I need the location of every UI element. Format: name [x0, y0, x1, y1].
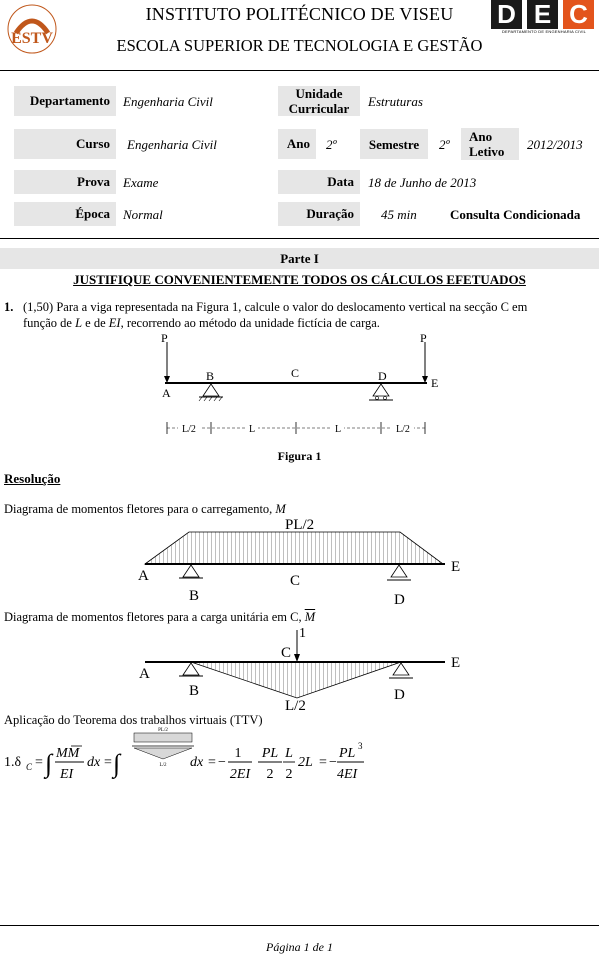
- semestre-value: 2º: [439, 137, 450, 152]
- frac4-num: L: [285, 746, 293, 761]
- unidade-label: Unidade Curricular: [278, 86, 360, 116]
- ttv-caption: Aplicação do Teorema dos trabalhos virtuais (TTV): [4, 713, 263, 727]
- moment-diagram-m-bar: [135, 620, 475, 715]
- frac2-den: 2EI: [229, 767, 251, 782]
- epoca-label: Época: [14, 202, 116, 226]
- frac4-den: 2: [285, 767, 293, 782]
- curso-label: Curso: [14, 129, 116, 159]
- label-a: A: [162, 386, 171, 400]
- diag2-label-a: A: [139, 666, 150, 682]
- data-value: 18 de Junho de 2013: [368, 175, 477, 190]
- ano-letivo-label: Ano Letivo: [461, 128, 519, 160]
- question-number: 1.: [4, 300, 14, 314]
- header-rule: [0, 70, 599, 71]
- formula-lhs: 1.δ: [4, 755, 22, 770]
- svg-text:ESTV: ESTV: [11, 30, 53, 47]
- diag2-value: L/2: [285, 698, 306, 714]
- moment-diagram-m: [135, 514, 475, 609]
- res-exp: 3: [358, 741, 363, 751]
- ttv-formula: [2, 726, 382, 786]
- semestre-label: Semestre: [360, 129, 428, 159]
- mini-bot-label: L/2: [159, 763, 167, 768]
- dim-3: L: [334, 424, 342, 435]
- diag1-value: PL/2: [285, 517, 315, 533]
- question-line2: função de L e de EI, recorrendo ao método da unidade fictícia de carga.: [23, 316, 380, 330]
- diag2-load: 1: [299, 626, 306, 641]
- frac3-num: PL: [261, 746, 279, 761]
- figure1-caption: Figura 1: [277, 449, 322, 463]
- diag1-label-e: E: [451, 559, 461, 575]
- frac3-den: 2: [266, 767, 274, 782]
- load-right-label: P: [420, 331, 427, 345]
- dec-letter-c: C: [563, 0, 594, 29]
- duracao-value: 45 min: [381, 207, 417, 222]
- dim-2: L: [248, 424, 256, 435]
- res-den: 4EI: [337, 767, 358, 782]
- prova-label: Prova: [14, 170, 116, 194]
- prova-value: Exame: [123, 175, 159, 190]
- consulta-text: Consulta Condicionada: [450, 207, 581, 222]
- dim-1: L/2: [182, 424, 196, 435]
- res-num: PL: [339, 746, 356, 761]
- frac2-num: 1: [234, 746, 242, 761]
- dec-subtitle: DEPARTAMENTO DE ENGENHARIA CIVIL: [501, 29, 587, 34]
- diag1-label-b: B: [189, 588, 200, 604]
- page-number: Página 1 de 1: [266, 940, 333, 954]
- formula-num1: MM: [56, 746, 80, 761]
- dec-letter-e: E: [527, 0, 558, 29]
- diagram2-caption: Diagrama de momentos fletores para a carga unitária em C, $\overline{M}$: [4, 610, 316, 624]
- figure1-beam: [150, 330, 450, 445]
- dec-letter-d: D: [491, 0, 522, 29]
- resolucao-title: Resolução: [4, 471, 61, 486]
- formula-tail: 2L: [298, 755, 313, 770]
- svg-text:=: =: [208, 755, 216, 770]
- dim-4: L/2: [396, 424, 410, 435]
- svg-text:=: =: [35, 755, 43, 770]
- mini-top-label: PL/2: [158, 728, 168, 733]
- dec-logo: [491, 0, 597, 34]
- departamento-value: Engenharia Civil: [123, 94, 213, 109]
- info-rule: [0, 238, 599, 239]
- school-name: ESCOLA SUPERIOR DE TECNOLOGIA E GESTÃO: [116, 36, 483, 55]
- curso-value: Engenharia Civil: [127, 137, 217, 152]
- formula-lhs-sub: C: [26, 762, 33, 772]
- ano-label: Ano: [278, 129, 316, 159]
- svg-text:=: =: [319, 755, 327, 770]
- departamento-label: Departamento: [14, 86, 116, 116]
- epoca-value: Normal: [123, 207, 163, 222]
- svg-text:∫: ∫: [113, 749, 121, 778]
- label-b: B: [206, 369, 215, 383]
- diag1-label-a: A: [138, 568, 149, 584]
- svg-text:∫: ∫: [45, 749, 53, 778]
- footer-rule: [0, 925, 599, 926]
- label-c: C: [291, 366, 300, 380]
- diag1-label-c: C: [290, 573, 301, 589]
- formula-dx2: dx: [190, 755, 204, 770]
- instruction-heading: JUSTIFIQUE CONVENIENTEMENTE TODOS OS CÁLCULOS EFETUADOS: [73, 272, 526, 287]
- diagram1-caption: Diagrama de momentos fletores para o carregamento, M: [4, 502, 286, 516]
- svg-text:=: =: [104, 755, 112, 770]
- data-label: Data: [278, 170, 360, 194]
- formula-dx1: dx: [87, 755, 101, 770]
- formula-den1: EI: [60, 767, 74, 782]
- diag1-label-d: D: [394, 592, 405, 608]
- diag2-label-d: D: [394, 687, 405, 703]
- load-left-label: P: [161, 331, 168, 345]
- label-e: E: [431, 376, 439, 390]
- ano-value: 2º: [326, 137, 337, 152]
- svg-text:−: −: [218, 755, 226, 770]
- label-d: D: [378, 369, 387, 383]
- institute-name: INSTITUTO POLITÉCNICO DE VISEU: [145, 4, 454, 24]
- svg-text:−: −: [329, 755, 337, 770]
- ano-letivo-value: 2012/2013: [527, 137, 583, 152]
- unidade-value: Estruturas: [368, 94, 423, 109]
- diag2-label-c: C: [281, 645, 292, 661]
- duracao-label: Duração: [278, 202, 360, 226]
- diag2-label-b: B: [189, 683, 200, 699]
- parte-title: Parte I: [0, 248, 599, 269]
- question-line1: (1,50) Para a viga representada na Figura 1, calcule o valor do deslocamento vertical na secção C em: [23, 300, 528, 314]
- diag2-label-e: E: [451, 655, 461, 671]
